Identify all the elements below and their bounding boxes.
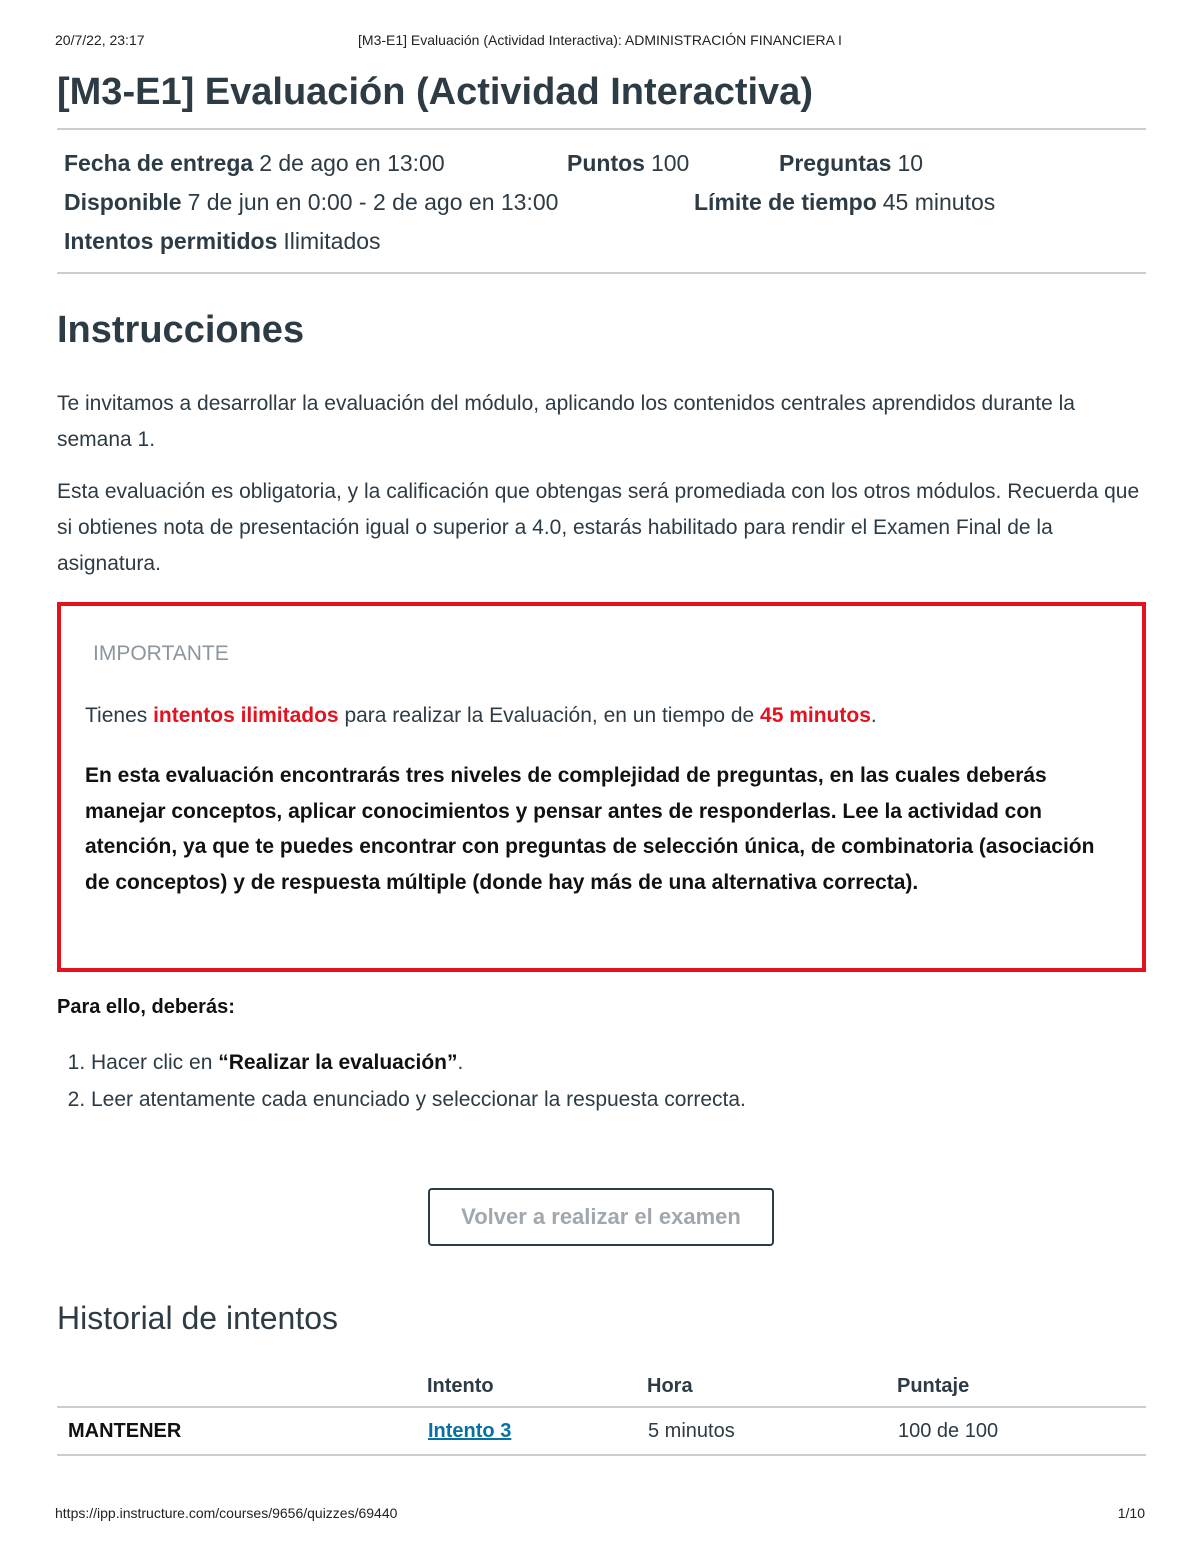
notice-text: Tienes [85, 704, 154, 727]
questions-label: Preguntas [779, 150, 892, 176]
attempt-time: 5 minutos [647, 1407, 897, 1455]
time-limit-value: 45 minutos [882, 189, 996, 215]
table-row [57, 1407, 1146, 1455]
time-limit-detail [694, 189, 995, 216]
available-detail [64, 189, 558, 216]
complexity-notice: En esta evaluación encontrarás tres niveles de complejidad de preguntas, en las cuales deberás manejar conceptos, aplicar conocimientos y pensar antes de responderlas. Lee la actividad con atención, ya que te puedes encontrar con preguntas de selección única, de combinatoria (asociación de conceptos) y de respuesta múltiple (donde hay más de una alternativa correcta). [85, 764, 1095, 894]
print-document-title: [M3-E1] Evaluación (Actividad Interactiva): ADMINISTRACIÓN FINANCIERA I [358, 32, 842, 48]
step-text: . [457, 1051, 464, 1074]
points-value: 100 [650, 150, 690, 176]
page-title: [M3-E1] Evaluación (Actividad Interactiva) [57, 71, 813, 113]
attempt-score: 100 de 100 [897, 1407, 1146, 1455]
instructions-paragraph: Esta evaluación es obligatoria, y la calificación que obtengas será promediada con los otros módulos. Recuerda que si obtienes nota de presentación igual o superior a 4.0, estarás habilitado para rendir el Examen Final de la asignatura. [57, 480, 1140, 575]
important-notice-box [57, 602, 1146, 972]
list-item [91, 1044, 746, 1081]
table-header-row [57, 1366, 1146, 1407]
attempts-detail [64, 228, 381, 255]
available-label: Disponible [64, 189, 182, 215]
quiz-content [57, 60, 1146, 1442]
points-detail [567, 150, 689, 177]
time-limit-label: Límite de tiempo [694, 189, 877, 215]
attempts-value: Ilimitados [283, 228, 381, 254]
retake-quiz-button[interactable]: Volver a realizar el examen [428, 1188, 774, 1246]
step-text: Hacer clic en [91, 1051, 219, 1074]
column-header: Hora [647, 1366, 897, 1407]
notice-text: . [870, 704, 877, 727]
divider [57, 272, 1146, 274]
instructions-paragraph: Te invitamos a desarrollar la evaluación del módulo, aplicando los contenidos centrales aprendidos durante la semana 1. [57, 392, 1075, 451]
instructions-heading: Instrucciones [57, 309, 305, 351]
due-date-label: Fecha de entrega [64, 150, 254, 176]
due-date-detail [64, 150, 445, 177]
questions-value: 10 [897, 150, 924, 176]
available-value: 7 de jun en 0:00 - 2 de ago en 13:00 [187, 189, 559, 215]
quiz-details [57, 130, 1146, 272]
unlimited-attempts-highlight: intentos ilimitados [153, 704, 339, 727]
attempt-status: MANTENER [57, 1407, 427, 1455]
steps-list [57, 1044, 746, 1118]
column-header [57, 1366, 427, 1407]
print-url: https://ipp.instructure.com/courses/9656/quizzes/69440 [55, 1505, 398, 1521]
column-header: Puntaje [897, 1366, 1146, 1407]
attempts-label: Intentos permitidos [64, 228, 278, 254]
attempt-history-heading: Historial de intentos [57, 1300, 339, 1336]
print-datetime: 20/7/22, 23:17 [55, 32, 145, 48]
points-label: Puntos [567, 150, 645, 176]
page-number: 1/10 [1117, 1505, 1145, 1521]
steps-title: Para ello, deberás: [57, 996, 235, 1018]
questions-detail [779, 150, 923, 177]
time-limit-highlight: 45 minutos [760, 704, 871, 727]
attempt-cell [427, 1407, 647, 1455]
list-item: 2. Leer atentamente cada enunciado y seleccionar la respuesta correcta. [91, 1081, 746, 1118]
attempts-notice [85, 704, 877, 728]
important-label: IMPORTANTE [93, 642, 229, 665]
due-date-value: 2 de ago en 13:00 [259, 150, 445, 176]
attempt-link[interactable]: Intento 3 [428, 1419, 512, 1442]
column-header: Intento [427, 1366, 647, 1407]
print-header [0, 30, 1200, 50]
attempt-history-table [57, 1366, 1146, 1456]
notice-text: para realizar la Evaluación, en un tiempo de [338, 704, 761, 727]
step-emphasis: “Realizar la evaluación” [218, 1051, 458, 1074]
